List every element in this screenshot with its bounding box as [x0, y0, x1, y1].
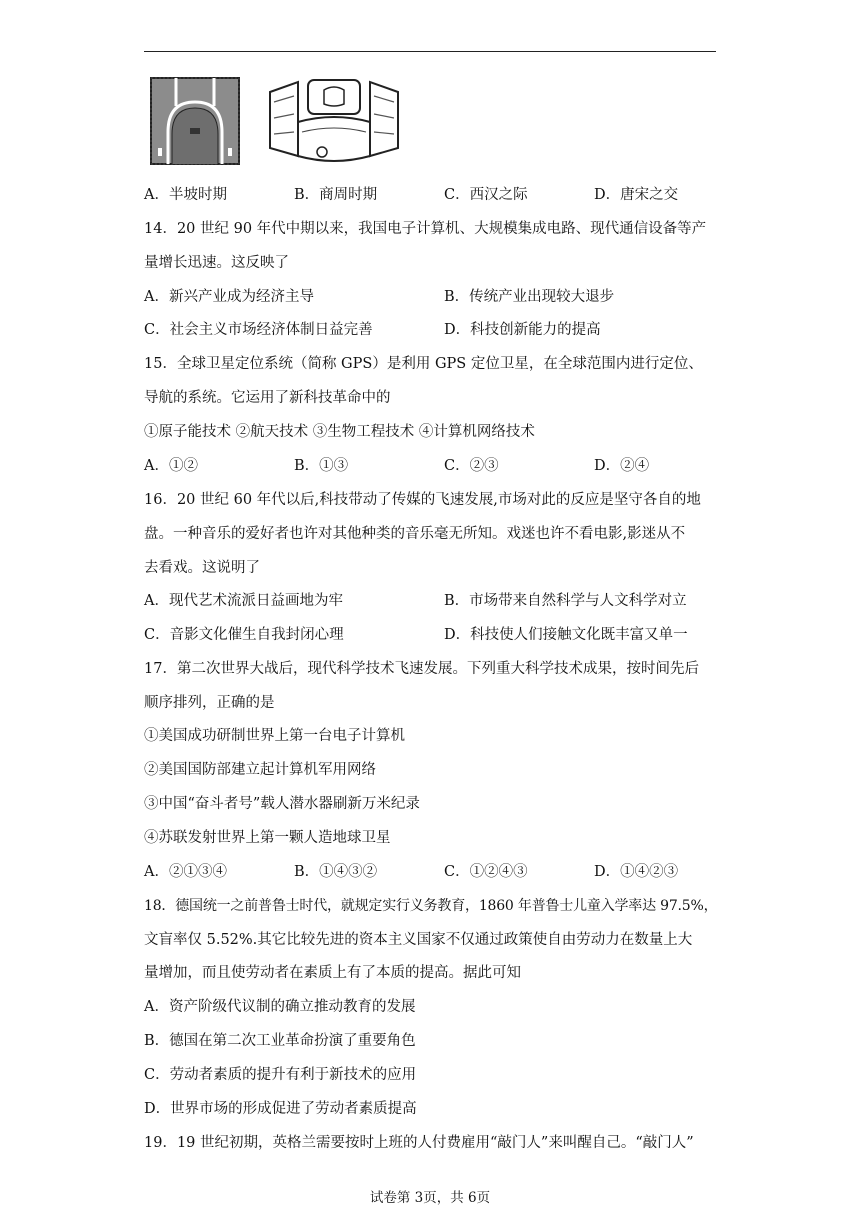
- header-rule: [144, 51, 716, 52]
- q14-option-a: A．新兴产业成为经济主导: [144, 289, 314, 305]
- q17-option-b: B．①④③②: [294, 864, 378, 880]
- q16-stem-line-3: 去看戏。这说明了: [144, 560, 260, 576]
- q16-stem-line-1: 16．20 世纪 60 年代以后,科技带动了传媒的飞速发展,市场对此的反应是坚守各自的地: [144, 492, 701, 508]
- q16-stem-line-2: 盘。一种音乐的爱好者也许对其他种类的音乐毫无所知。戏迷也许不看电影,影迷从不: [144, 526, 686, 542]
- q16-option-a: A．现代艺术流派日益画地为牢: [144, 593, 343, 609]
- q14-stem-line-2: 量增长迅速。这反映了: [144, 255, 289, 271]
- q14-option-b: B．传统产业出现较大退步: [444, 289, 615, 305]
- q17-option-d: D．①④②③: [594, 864, 679, 880]
- q13-option-c: C．西汉之际: [444, 187, 528, 203]
- q17-item-1: ①美国成功研制世界上第一台电子计算机: [144, 728, 405, 744]
- q15-option-c: C．②③: [444, 458, 499, 474]
- q14-option-d: D．科技创新能力的提高: [444, 322, 601, 338]
- q18-stem-line-3: 量增加，而且使劳动者在素质上有了本质的提高。据此可知: [144, 965, 521, 981]
- q17-option-a: A．②①③④: [144, 864, 227, 880]
- artifact-figure-2: [264, 72, 404, 168]
- q15-stem-line-2: 导航的系统。它运用了新科技革命中的: [144, 390, 391, 406]
- q18-stem-line-2: 文盲率仅 5.52%.其它比较先进的资本主义国家不仅通过政策使自由劳动力在数量上大: [144, 932, 693, 948]
- q16-option-d: D．科技使人们接触文化既丰富又单一: [444, 627, 688, 643]
- q17-stem-line-1: 17．第二次世界大战后，现代科学技术飞速发展。下列重大科学技术成果，按时间先后: [144, 661, 699, 677]
- q17-stem-line-2: 顺序排列，正确的是: [144, 695, 275, 711]
- q17-item-3: ③中国“奋斗者号”载人潜水器刷新万米纪录: [144, 796, 420, 812]
- q15-option-d: D．②④: [594, 458, 650, 474]
- q18-option-b: B．德国在第二次工业革命扮演了重要角色: [144, 1033, 416, 1049]
- q13-option-d: D．唐宋之交: [594, 187, 679, 203]
- q15-option-b: B．①③: [294, 458, 349, 474]
- q16-option-c: C．音影文化催生自我封闭心理: [144, 627, 344, 643]
- q18-option-c: C．劳动者素质的提升有利于新技术的应用: [144, 1067, 417, 1083]
- q14-option-c: C．社会主义市场经济体制日益完善: [144, 322, 373, 338]
- q14-stem-line-1: 14．20 世纪 90 年代中期以来，我国电子计算机、大规模集成电路、现代通信设备等产: [144, 221, 707, 237]
- q17-item-4: ④苏联发射世界上第一颗人造地球卫星: [144, 830, 391, 846]
- q15-option-a: A．①②: [144, 458, 198, 474]
- q18-option-d: D．世界市场的形成促进了劳动者素质提高: [144, 1101, 417, 1117]
- q15-stem-line-1: 15．全球卫星定位系统（简称 GPS）是利用 GPS 定位卫星，在全球范围内进行定位、: [144, 356, 703, 372]
- q17-option-c: C．①②④③: [444, 864, 528, 880]
- q17-item-2: ②美国国防部建立起计算机军用网络: [144, 762, 376, 778]
- q18-stem-line-1: 18．德国统一之前普鲁士时代，就规定实行义务教育，1860 年普鲁士儿童入学率达 97.5%，: [144, 898, 718, 914]
- q13-option-a: A．半坡时期: [144, 187, 227, 203]
- q18-option-a: A．资产阶级代议制的确立推动教育的发展: [144, 999, 416, 1015]
- page-footer: 试卷第 3页，共 6页: [369, 1190, 491, 1206]
- q19-stem-line-1: 19．19 世纪初期，英格兰需要按时上班的人付费雇用“敲门人”来叫醒自己。“敲门人”: [144, 1135, 694, 1151]
- q15-stem-line-3: ①原子能技术 ②航天技术 ③生物工程技术 ④计算机网络技术: [144, 424, 535, 440]
- q16-option-b: B．市场带来自然科学与人文科学对立: [444, 593, 687, 609]
- artifact-figure-1: [146, 72, 244, 168]
- q13-option-b: B．商周时期: [294, 187, 378, 203]
